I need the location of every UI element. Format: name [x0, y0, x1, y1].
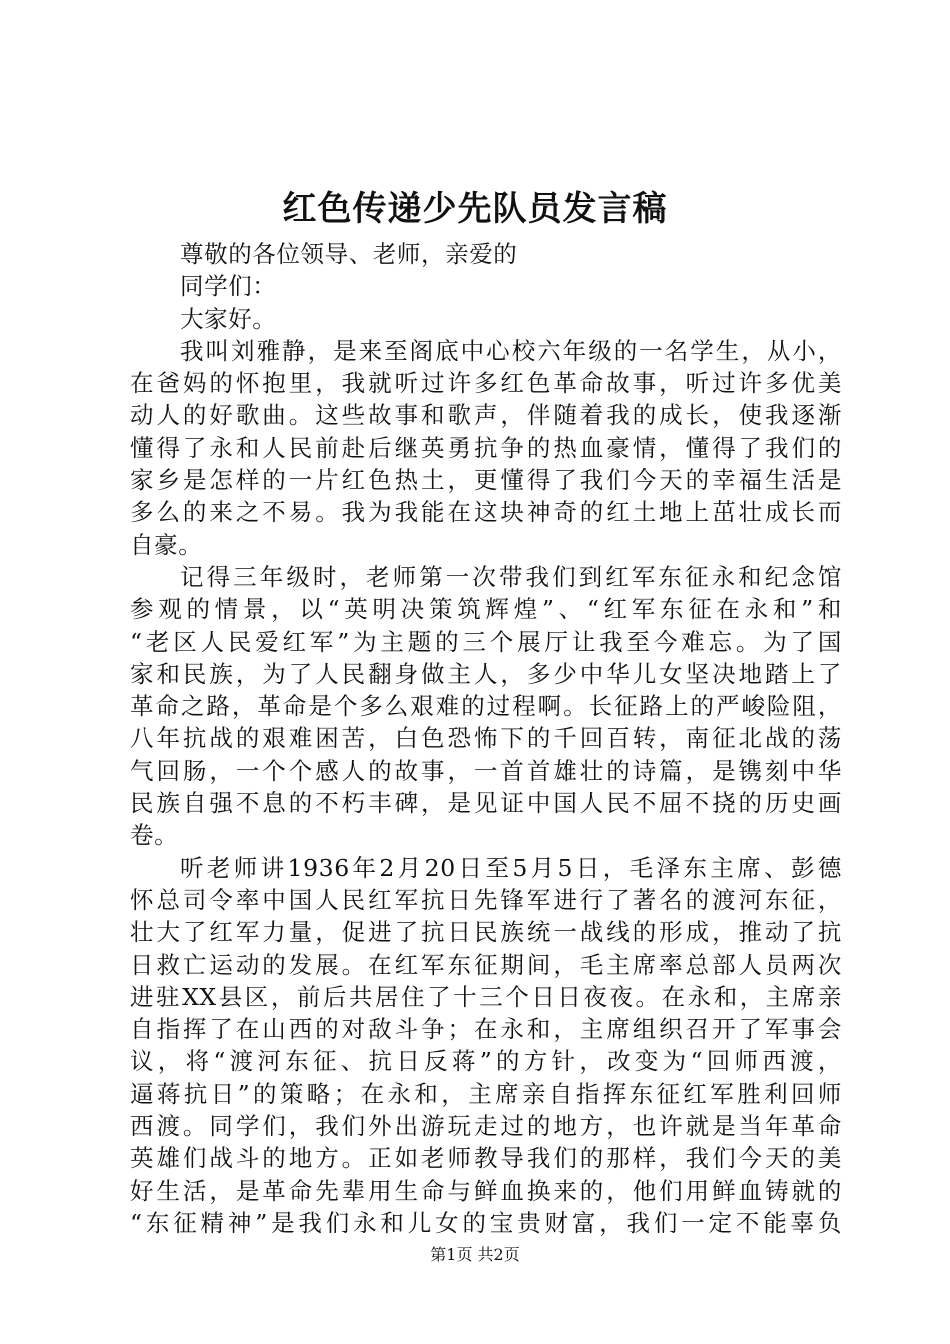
text-line: 自指挥了在山西的对敌斗争；在永和，主席组织召开了军事会	[130, 1015, 842, 1044]
text-line: 日救亡运动的发展。在红军东征期间，毛主席率总部人员两次	[130, 950, 842, 979]
text-line: 英雄们战斗的地方。正如老师教导我们的那样，我们今天的美	[130, 1144, 842, 1173]
text-line: 八年抗战的艰难困苦，白色恐怖下的千回百转，南征北战的荡	[130, 724, 842, 753]
text-line: 进驻XX县区，前后共居住了十三个日日夜夜。在永和，主席亲	[130, 982, 842, 1011]
text-line: 西渡。同学们，我们外出游玩走过的地方，也许就是当年革命	[130, 1112, 842, 1141]
document-title: 红色传递少先队员发言稿	[282, 189, 668, 229]
text-line: 尊敬的各位领导、老师，亲爱的	[180, 240, 518, 268]
document-body	[130, 238, 842, 1239]
text-line: 同学们：	[180, 272, 277, 301]
text-line: “东征精神”是我们永和儿女的宝贵财富，我们一定不能辜负	[130, 1208, 842, 1237]
text-line: 参观的情景，以“英明决策筑辉煌”、“红军东征在永和”和	[130, 595, 842, 624]
text-line: 革命之路，革命是个多么艰难的过程啊。长征路上的严峻险阻，	[130, 692, 842, 721]
text-line: 家乡是怎样的一片红色热土，更懂得了我们今天的幸福生活是	[130, 466, 842, 495]
page-footer: 第1页 共2页	[430, 1245, 520, 1264]
text-line: 听老师讲1936年2月20日至5月5日，毛泽东主席、彭德	[180, 853, 842, 882]
text-line: “老区人民爱红军”为主题的三个展厅让我至今难忘。为了国	[130, 627, 842, 656]
text-line: 议，将“渡河东征、抗日反蒋”的方针，改变为“回师西渡，	[130, 1047, 842, 1076]
text-line: 气回肠，一个个感人的故事，一首首雄壮的诗篇，是镌刻中华	[130, 756, 842, 785]
text-line: 我叫刘雅静，是来至阁底中心校六年级的一名学生，从小，	[180, 336, 842, 365]
text-line: 壮大了红军力量，促进了抗日民族统一战线的形成，推动了抗	[130, 918, 842, 947]
text-line: 怀总司令率中国人民红军抗日先锋军进行了著名的渡河东征，	[130, 885, 842, 914]
text-line: 家和民族，为了人民翻身做主人，多少中华儿女坚决地踏上了	[130, 659, 842, 688]
text-line: 多么的来之不易。我为我能在这块神奇的红土地上茁壮成长而	[130, 498, 842, 527]
text-line: 懂得了永和人民前赴后继英勇抗争的热血豪情，懂得了我们的	[130, 433, 842, 462]
text-line: 自豪。	[130, 530, 203, 559]
text-line: 卷。	[130, 821, 179, 850]
text-line: 在爸妈的怀抱里，我就听过许多红色革命故事，听过许多优美	[130, 369, 842, 398]
text-line: 大家好。	[180, 304, 277, 333]
text-line: 逼蒋抗日”的策略；在永和，主席亲自指挥东征红军胜利回师	[130, 1079, 842, 1108]
text-line: 好生活，是革命先辈用生命与鲜血换来的，他们用鲜血铸就的	[130, 1176, 842, 1205]
text-line: 民族自强不息的不朽丰碑，是见证中国人民不屈不挠的历史画	[130, 789, 842, 818]
text-line: 记得三年级时，老师第一次带我们到红军东征永和纪念馆	[180, 562, 842, 591]
text-line: 动人的好歌曲。这些故事和歌声，伴随着我的成长，使我逐渐	[130, 401, 842, 430]
